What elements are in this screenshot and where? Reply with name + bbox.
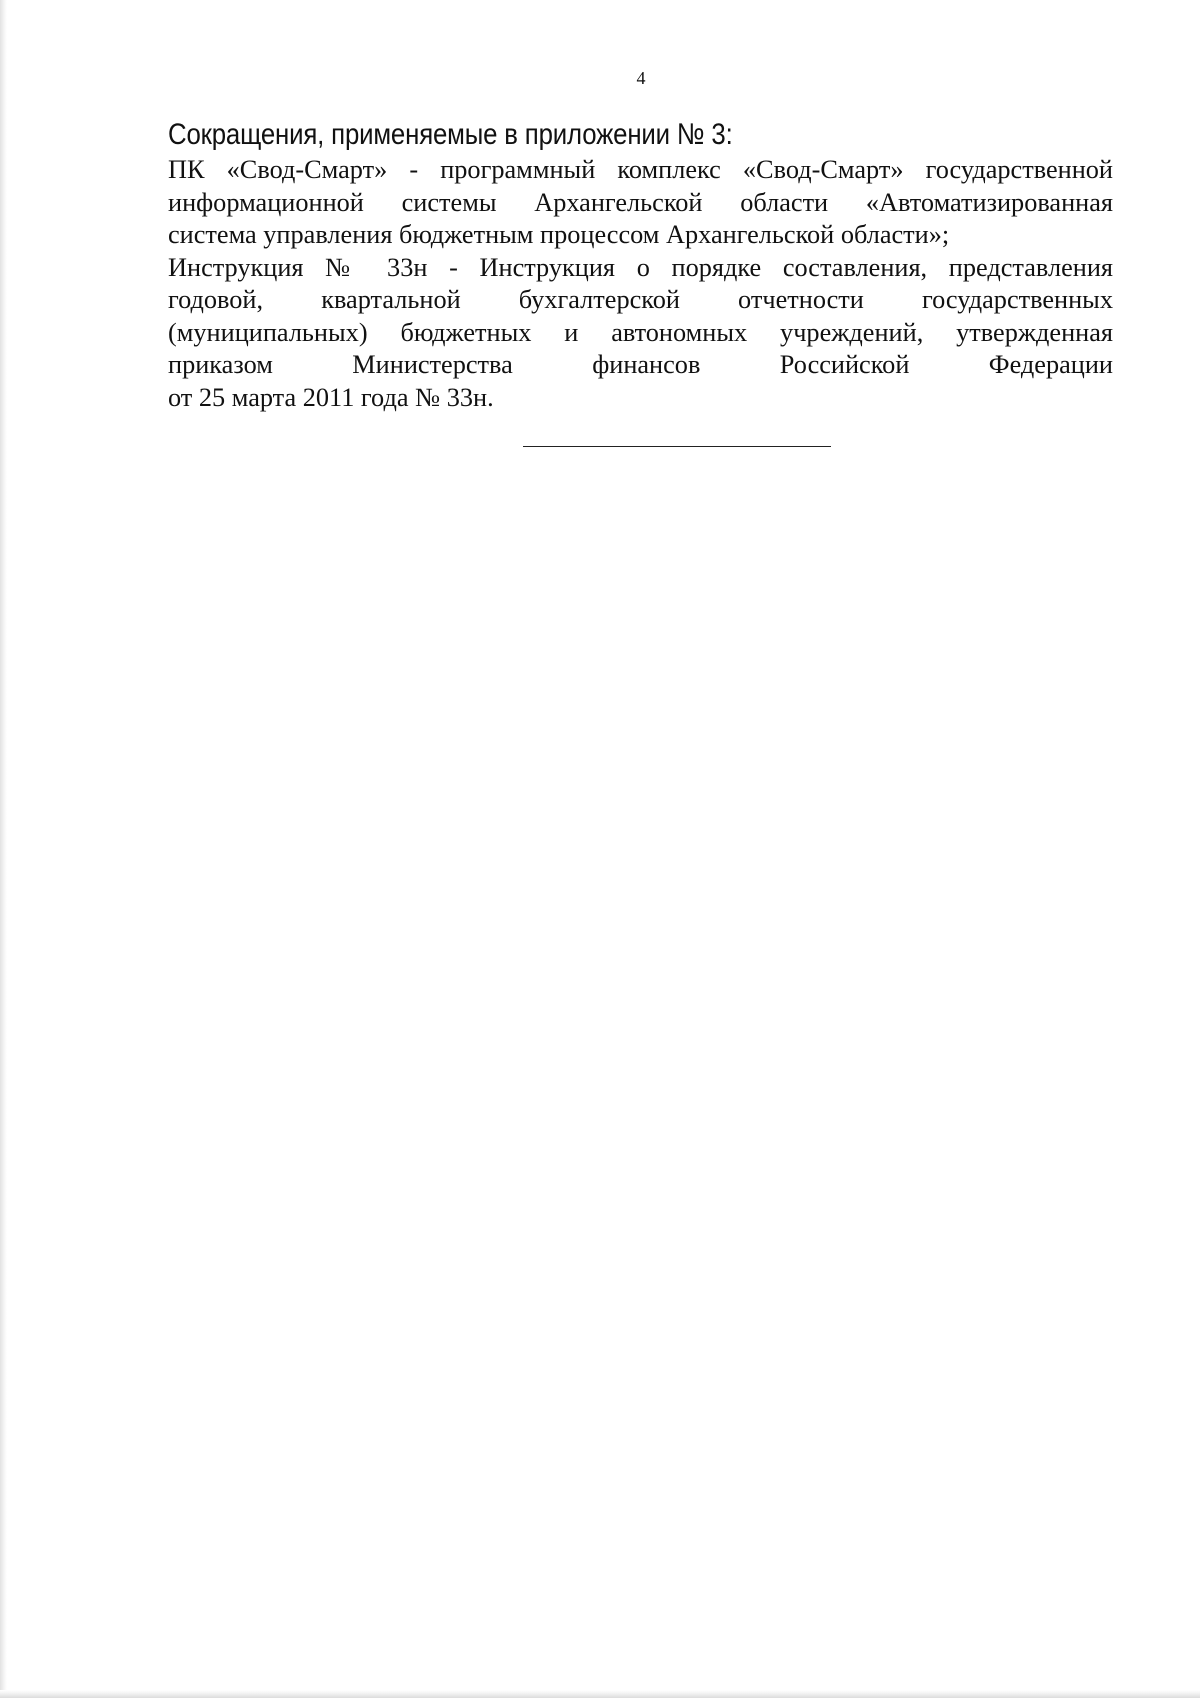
end-separator-line <box>523 446 831 447</box>
text-line: информационной системы Архангельской области «Автоматизированная <box>168 187 1113 217</box>
text-line: (муниципальных) бюджетных и автономных учреждений, утвержденная <box>168 317 1113 347</box>
text-line: приказом Министерства финансов Российской Федерации <box>168 350 1113 379</box>
text-line: от 25 марта 2011 года № 33н. <box>168 382 494 412</box>
abbreviation-svod-smart <box>168 154 1113 252</box>
text-line: Инструкция № 33н - Инструкция о порядке составления, представления <box>168 252 1113 282</box>
section-heading: Сокращения, применяемые в приложении № 3: <box>168 118 733 151</box>
scan-edge-left <box>0 0 7 1698</box>
text-line: система управления бюджетным процессом Архангельской области»; <box>168 220 950 249</box>
abbreviations-section <box>168 118 1113 414</box>
text-line: годовой, квартальной бухгалтерской отчетности государственных <box>168 285 1113 314</box>
scan-edge-bottom <box>0 1690 1200 1698</box>
text-line: ПК «Свод-Смарт» - программный комплекс «Свод-Смарт» государственной <box>168 155 1113 184</box>
page-number: 4 <box>636 68 646 88</box>
abbreviation-instruction-33n <box>168 252 1113 415</box>
